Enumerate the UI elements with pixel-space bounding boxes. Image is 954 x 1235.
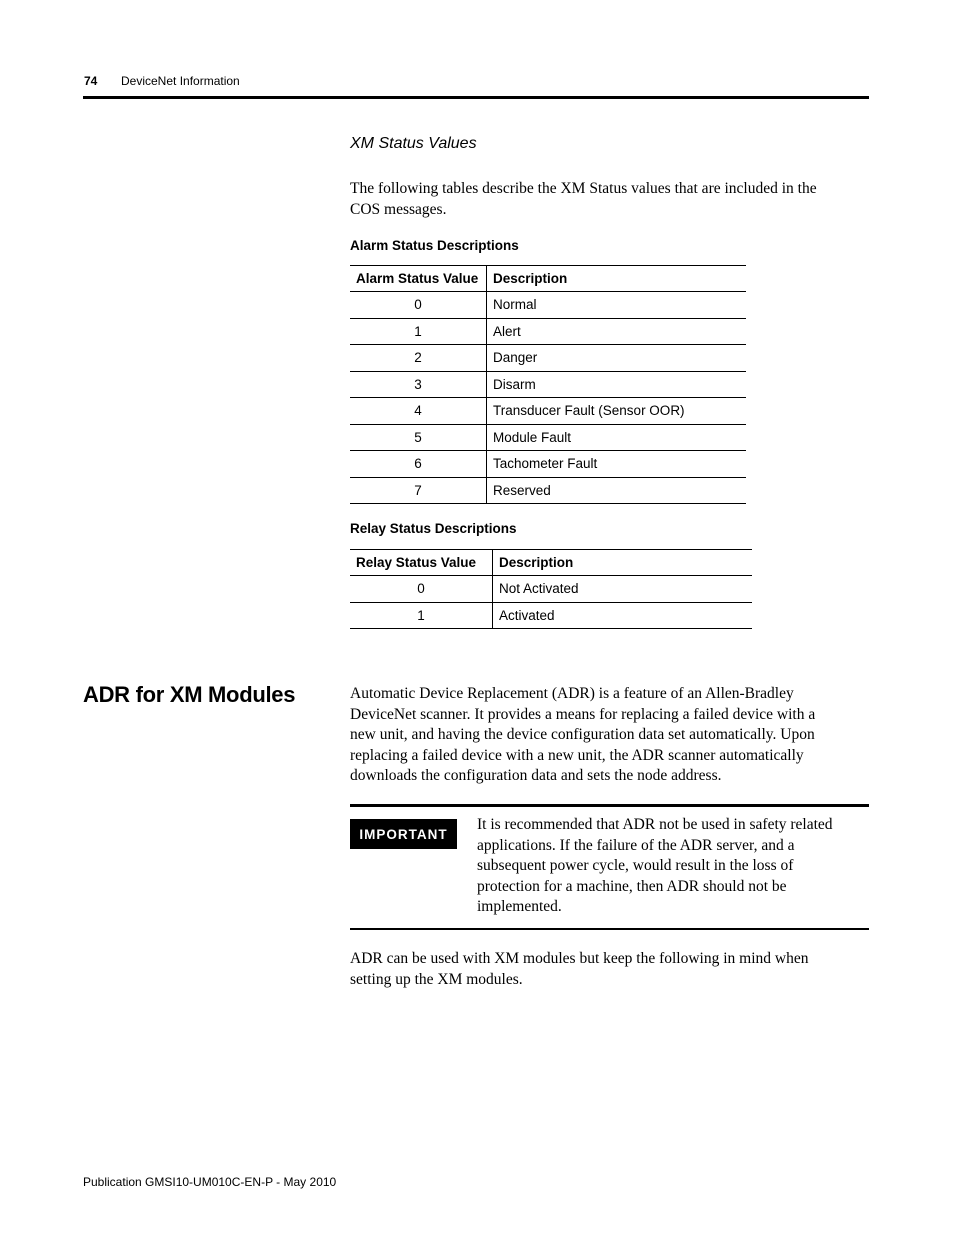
- paragraph-line: setting up the XM modules.: [350, 970, 523, 988]
- adr-paragraph: [350, 684, 860, 787]
- callout-line: protection for a machine, then ADR should not be: [477, 877, 787, 895]
- table-row: [350, 292, 746, 319]
- status-value-cell: 2: [350, 345, 487, 372]
- column-header: Description: [493, 550, 753, 576]
- intro-line: The following tables describe the XM Status values that are included in the: [350, 180, 817, 197]
- status-value-cell: 0: [350, 576, 493, 603]
- table-row: [350, 398, 746, 425]
- callout-line: applications. If the failure of the ADR server, and a: [477, 836, 795, 854]
- intro-line: COS messages.: [350, 200, 447, 218]
- table-row: [350, 371, 746, 398]
- page-number: 74: [84, 74, 98, 88]
- status-value-cell: 1: [350, 602, 493, 629]
- paragraph-line: downloads the configuration data and sets the node address.: [350, 767, 722, 784]
- important-badge: IMPORTANT: [350, 819, 457, 849]
- running-header: DeviceNet Information: [121, 74, 240, 88]
- table-header-row: [350, 266, 746, 292]
- description-cell: Activated: [493, 602, 753, 629]
- relay-status-table: [350, 549, 752, 629]
- table-row: [350, 576, 752, 603]
- relay-table-caption: Relay Status Descriptions: [350, 521, 517, 536]
- alarm-status-table: [350, 265, 746, 504]
- callout-line: subsequent power cycle, would result in the loss of: [477, 857, 794, 874]
- table-header-row: [350, 550, 752, 576]
- alarm-table-caption: Alarm Status Descriptions: [350, 238, 519, 253]
- paragraph-line: new unit, and having the device configuration data set automatically. Upon: [350, 726, 815, 743]
- table-row: [350, 318, 746, 345]
- callout-line: It is recommended that ADR not be used in safety related: [477, 816, 833, 833]
- table-row: [350, 451, 746, 478]
- status-value-cell: 5: [350, 424, 487, 451]
- status-value-cell: 0: [350, 292, 487, 319]
- xm-status-intro: [350, 179, 860, 220]
- description-cell: Disarm: [487, 371, 747, 398]
- status-value-cell: 3: [350, 371, 487, 398]
- table-row: [350, 424, 746, 451]
- table-row: [350, 345, 746, 372]
- callout-top-rule: [350, 804, 869, 807]
- closing-paragraph: [350, 949, 860, 990]
- column-header: Relay Status Value: [350, 550, 493, 576]
- column-header: Alarm Status Value: [350, 266, 487, 292]
- publication-footer: Publication GMSI10-UM010C-EN-P - May 2010: [83, 1175, 337, 1189]
- description-cell: Not Activated: [493, 576, 753, 603]
- paragraph-line: DeviceNet scanner. It provides a means for replacing a failed device with a: [350, 705, 816, 723]
- paragraph-line: ADR can be used with XM modules but keep the following in mind when: [350, 950, 809, 967]
- callout-line: implemented.: [477, 898, 562, 915]
- status-value-cell: 1: [350, 318, 487, 345]
- column-header: Description: [487, 266, 747, 292]
- paragraph-line: Automatic Device Replacement (ADR) is a feature of an Allen-Bradley: [350, 685, 794, 702]
- important-text: [477, 815, 869, 918]
- description-cell: Module Fault: [487, 424, 747, 451]
- description-cell: Normal: [487, 292, 747, 319]
- section-title: ADR for XM Modules: [83, 682, 296, 707]
- table-row: [350, 602, 752, 629]
- status-value-cell: 6: [350, 451, 487, 478]
- description-cell: Alert: [487, 318, 747, 345]
- xm-status-heading: XM Status Values: [350, 135, 477, 152]
- description-cell: Reserved: [487, 477, 747, 504]
- status-value-cell: 7: [350, 477, 487, 504]
- description-cell: Danger: [487, 345, 747, 372]
- paragraph-line: replacing a failed device with a new unit, the ADR scanner automatically: [350, 746, 804, 764]
- table-row: [350, 477, 746, 504]
- callout-bottom-rule: [350, 928, 869, 930]
- description-cell: Tachometer Fault: [487, 451, 747, 478]
- description-cell: Transducer Fault (Sensor OOR): [487, 398, 747, 425]
- header-rule: [83, 96, 869, 99]
- status-value-cell: 4: [350, 398, 487, 425]
